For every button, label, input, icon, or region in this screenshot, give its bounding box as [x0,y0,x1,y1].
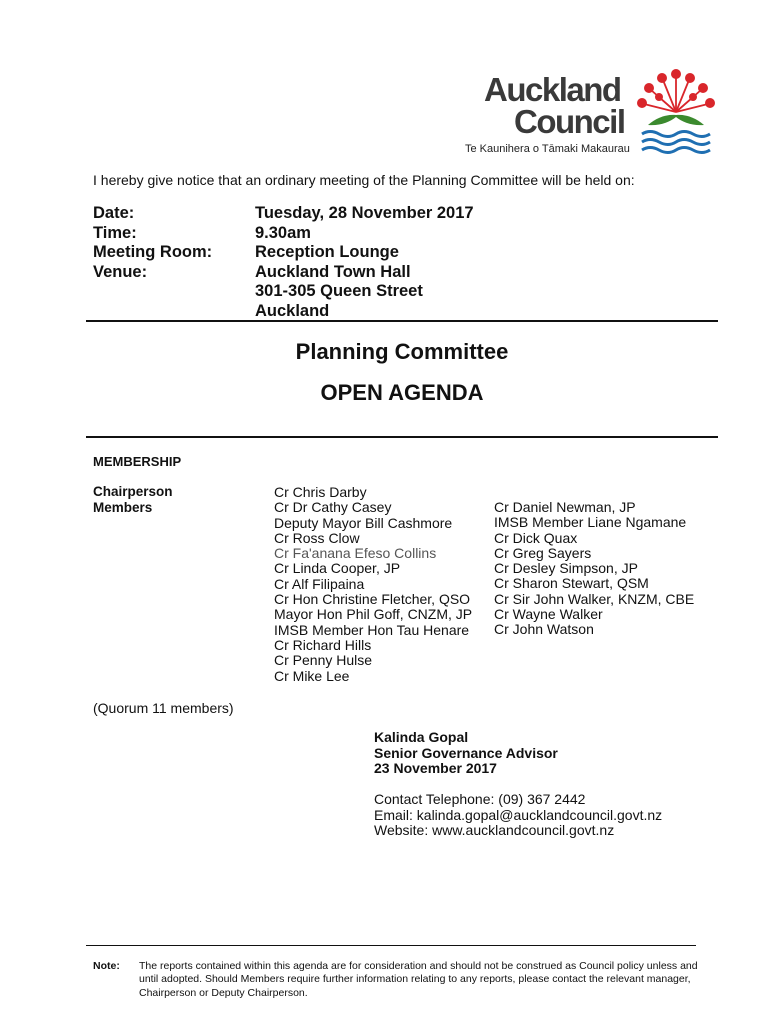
venue-line: Auckland [255,301,330,320]
logo-wordmark-line1: Auckland [484,71,621,108]
note-label: Note: [93,960,120,972]
member-name: IMSB Member Liane Ngamane [494,514,687,531]
member-name: Cr Sharon Stewart, QSM [494,575,649,592]
members-label: Members [93,500,153,515]
meeting-notice: I hereby give notice that an ordinary meeting of the Planning Committee will be held on: [93,172,635,188]
member-name: Cr Dick Quax [494,529,578,546]
logo-wordmark-line2: Council [514,103,625,140]
note-text: The reports contained within this agenda are for consideration and should not be construed as Council policy unless and until adopted. Should Members require further information relating to any reports, please contact the relevant manager, Chairperson or Deputy Chairperson. [139,960,698,999]
page-title: Planning Committee [295,339,509,364]
contact-date: 23 November 2017 [374,760,497,776]
meeting-details [93,204,474,322]
venue-label: Venue: [93,262,148,281]
member-name: Cr Desley Simpson, JP [494,560,638,577]
member-name: Cr Fa'anana Efeso Collins [274,545,437,562]
date-row [93,204,474,224]
member-name: Cr John Watson [494,621,594,638]
quorum-text: (Quorum 11 members) [93,700,234,716]
contact-spacer [374,777,662,793]
member-name: Cr Linda Cooper, JP [274,560,401,577]
members-column-2 [494,500,694,638]
contact-website[interactable]: Website: www.aucklandcouncil.govt.nz [374,822,615,838]
contact-block [374,730,662,839]
time-row [93,224,474,244]
member-name: Cr Hon Christine Fletcher, QSO [274,591,471,608]
venue-row [93,263,474,322]
divider-top [86,320,718,322]
time-label: Time: [93,223,137,242]
divider-middle [86,436,718,438]
time-value: 9.30am [255,223,311,242]
footer-divider [86,945,696,946]
logo-tagline: Te Kaunihera o Tāmaki Makaurau [465,143,630,155]
agenda-subtitle: OPEN AGENDA [320,380,484,405]
contact-email[interactable]: Email: kalinda.gopal@aucklandcouncil.govt.nz [374,806,663,823]
member-name: Cr Wayne Walker [494,606,603,623]
contact-role: Senior Governance Advisor [374,744,558,761]
member-name: Cr Penny Hulse [274,652,373,669]
member-name: Mayor Hon Phil Goff, CNZM, JP [274,606,473,623]
contact-phone: Contact Telephone: (09) 367 2442 [374,791,586,807]
venue-value [255,263,423,322]
member-name: Cr Alf Filipaina [274,575,365,592]
venue-line: Auckland Town Hall [255,262,411,281]
member-name: Cr Richard Hills [274,636,372,653]
chairperson-label: Chairperson [93,484,173,499]
date-label: Date: [93,204,135,222]
room-value: Reception Lounge [255,243,399,262]
date-value: Tuesday, 28 November 2017 [255,204,474,222]
member-name: IMSB Member Hon Tau Henare [274,621,470,638]
contact-name: Kalinda Gopal [374,729,469,745]
member-name: Deputy Mayor Bill Cashmore [274,514,453,531]
member-name: Cr Ross Clow [274,529,360,546]
member-name: Cr Mike Lee [274,667,350,684]
member-name: Cr Dr Cathy Casey [274,499,392,516]
members-column-1 [274,485,472,684]
chairperson-name: Cr Chris Darby [274,484,367,500]
room-label: Meeting Room: [93,243,213,262]
venue-line: 301-305 Queen Street [255,282,423,301]
member-name: Cr Daniel Newman, JP [494,499,636,515]
room-row [93,243,474,263]
auckland-council-logo [462,68,718,168]
member-name: Cr Greg Sayers [494,544,592,561]
pohutukawa-flower-icon [636,68,716,158]
member-name: Cr Sir John Walker, KNZM, CBE [494,590,695,607]
membership-heading: MEMBERSHIP [93,454,182,469]
